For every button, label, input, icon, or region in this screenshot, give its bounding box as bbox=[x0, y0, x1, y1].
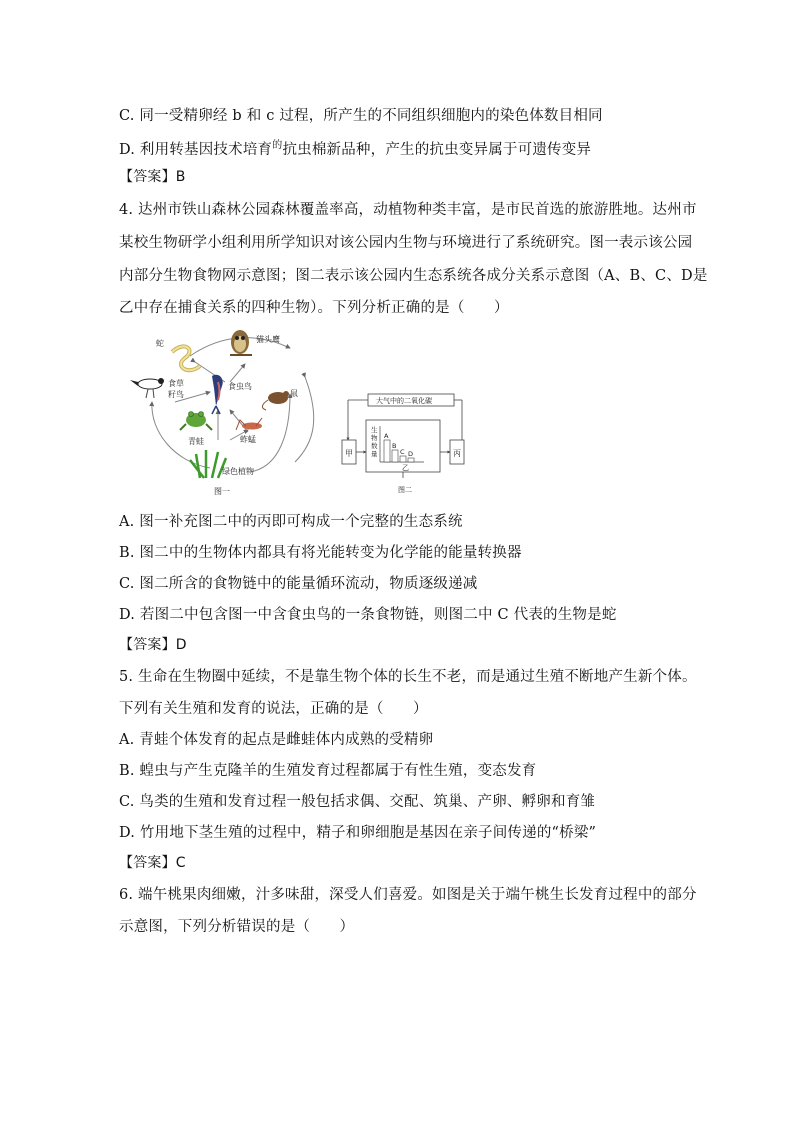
q4-option-c: C. 图二所含的食物链中的能量循环流动，物质逐级递减 bbox=[119, 576, 478, 592]
ylabel-group bbox=[371, 425, 378, 458]
label-frog: 青蛙 bbox=[188, 437, 204, 446]
q4-stem-line-3: 内部分生物食物网示意图；图二表示该公园内生态系统各成分关系示意图（A、B、C、D是 bbox=[119, 268, 708, 284]
q3-option-c: C. 同一受精卵经 b 和 c 过程，所产生的不同组织细胞内的染色体数目相同 bbox=[119, 108, 603, 124]
q5-stem-line-1: 5. 生命在生物圈中延续，不是靠生物个体的长生不老，而是通过生殖不断地产生新个体。 bbox=[119, 669, 697, 685]
bar-b bbox=[392, 450, 398, 462]
bar-label-d: D bbox=[408, 450, 414, 458]
insect-bird-icon bbox=[212, 375, 223, 414]
bar-d bbox=[408, 458, 414, 462]
q6-stem-line-2: 示意图，下列分析错误的是（ ） bbox=[119, 919, 355, 935]
food-web-figure bbox=[130, 322, 330, 500]
q4-stem-line-1: 4. 达州市铁山森林公园森林覆盖率高，动植物种类丰富，是市民首选的旅游胜地。达州市 bbox=[119, 202, 697, 218]
box-jia: 甲 bbox=[345, 449, 353, 458]
q5-option-d: D. 竹用地下茎生殖的过程中，精子和卵细胞是基因在亲子间传递的“桥梁” bbox=[119, 825, 597, 841]
ylabel-char-1: 生 bbox=[371, 426, 378, 434]
label-seed-bird-1: 食草 bbox=[168, 379, 184, 388]
q5-option-b: B. 蝗虫与产生克隆羊的生殖发育过程都属于有性生殖，变态发育 bbox=[119, 763, 537, 779]
q3-option-d-pre: D. 利用转基因技术培育 bbox=[119, 142, 273, 158]
bar-label-c: C bbox=[400, 448, 405, 456]
label-owl: 猫头鹰 bbox=[256, 335, 280, 344]
q4-option-a: A. 图一补充图二中的丙即可构成一个完整的生态系统 bbox=[119, 514, 463, 530]
rat-icon bbox=[262, 391, 289, 410]
q4-answer: 【答案】D bbox=[119, 637, 187, 653]
label-rat: 鼠 bbox=[290, 389, 298, 398]
q5-answer: 【答案】C bbox=[119, 855, 186, 871]
ylabel-char-4: 量 bbox=[371, 450, 378, 458]
bar-a bbox=[384, 440, 390, 462]
q3-answer: 【答案】B bbox=[119, 169, 186, 185]
grasshopper-icon bbox=[236, 418, 262, 430]
bar-c bbox=[400, 456, 406, 462]
ylabel-char-2: 物 bbox=[371, 434, 378, 442]
q4-stem-line-2: 某校生物研学小组利用所学知识对该公园内生物与环境进行了系统研究。图一表示该公园 bbox=[119, 235, 693, 251]
owl-icon bbox=[230, 330, 252, 355]
bar-label-a: A bbox=[384, 432, 389, 440]
box-bing: 丙 bbox=[453, 449, 461, 458]
q3-option-d-post: 抗虫棉新品种，产生的抗虫变异属于可遗传变异 bbox=[282, 142, 592, 158]
ylabel-char-3: 数 bbox=[371, 442, 378, 450]
q4-option-b: B. 图二中的生物体内都具有将光能转变为化学能的能量转换器 bbox=[119, 545, 522, 561]
q3-option-d bbox=[119, 138, 591, 159]
label-grasshopper: 蚱蜢 bbox=[240, 435, 256, 444]
q4-stem-line-4: 乙中存在捕食关系的四种生物）。下列分析正确的是（ ） bbox=[119, 300, 509, 316]
middle-label-yi: 乙 bbox=[402, 464, 409, 472]
label-snake: 蛇 bbox=[156, 339, 164, 348]
label-seed-bird-2: 籽鸟 bbox=[168, 390, 184, 399]
q5-option-a: A. 青蛙个体发育的起点是雌蛙体内成熟的受精卵 bbox=[119, 732, 434, 748]
bar-label-b: B bbox=[392, 442, 397, 450]
q5-option-c: C. 鸟类的生殖和发育过程一般包括求偶、交配、筑巢、产卵、孵卵和育雏 bbox=[119, 794, 596, 810]
seed-bird-icon bbox=[130, 378, 164, 398]
label-plant: 绿色植物 bbox=[222, 467, 254, 476]
q3-option-d-sup: 的 bbox=[272, 140, 283, 151]
label-insect-bird: 食虫鸟 bbox=[228, 382, 252, 391]
figure2-caption: 图二 bbox=[398, 486, 412, 494]
frog-icon bbox=[180, 412, 212, 431]
co2-box-label: 大气中的二氧化碳 bbox=[376, 397, 432, 405]
q4-option-d: D. 若图二中包含图一中含食虫鸟的一条食物链，则图二中 C 代表的生物是蛇 bbox=[119, 607, 617, 623]
ecosystem-figure bbox=[338, 390, 468, 498]
figure1-caption: 图一 bbox=[214, 487, 230, 496]
q6-stem-line-1: 6. 端午桃果肉细嫩，汁多味甜，深受人们喜爱。如图是关于端午桃生长发育过程中的部分 bbox=[119, 887, 697, 903]
q5-stem-line-2: 下列有关生殖和发育的说法，正确的是（ ） bbox=[119, 701, 428, 717]
snake-icon bbox=[172, 346, 200, 370]
